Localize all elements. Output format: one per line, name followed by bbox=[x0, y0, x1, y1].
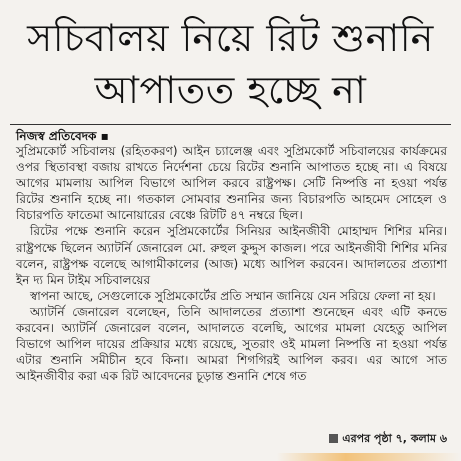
headline bbox=[12, 12, 449, 116]
square-bullet-icon bbox=[329, 434, 338, 443]
top-clipped-text bbox=[40, 0, 420, 7]
continued-note bbox=[329, 430, 447, 449]
paragraph-2: রিটের পক্ষে শুনানি করেন সুপ্রিমকোর্টের সিনিয়র আইনজীবী মোহাম্মদ শিশির মনির। রাষ্ট্রপক্ষে ছিলেন অ্যাটর্নি জেনারেল মো. রুহুল কুদ্দুস কাজল। পরে আইনজীবী শিশির মনির বলেন, রাষ্ট্রপক্ষ বলেছে আগামীকালের (আজ) মধ্যে আপিল করবেন। আদালতের প্রত্যাশা ইন দ্য মিন টাইম সচিবালয়ের bbox=[16, 224, 447, 287]
divider bbox=[10, 124, 451, 125]
paragraph-3: স্বাপনা আছে, সেগুলোকে সুপ্রিমকোর্টের প্রতি সম্মান জানিয়ে যেন সরিয়ে ফেলা না হয়। bbox=[30, 288, 436, 303]
headline-line-1: সচিবালয় নিয়ে রিট শুনানি bbox=[27, 16, 434, 60]
continued-text: এরপর পৃষ্ঠা ৭, কলাম ৬ bbox=[342, 432, 447, 445]
bottom-color-strip bbox=[0, 453, 461, 461]
headline-line-2: আপাতত হচ্ছে না bbox=[94, 68, 367, 112]
paragraph-1: সুপ্রিমকোর্ট সচিবালয় (রহিতকরণ) আইন চ্যালেঞ্জ এবং সুপ্রিমকোর্ট সচিবালয়ের কার্যক্রমের ওপর স্থিতাবস্থা বজায় রাখতে নির্দেশনা চেয়ে রিটের শুনানি আপাতত হচ্ছে না। এ বিষয়ে আগের মামলায় আপিল বিভাগে আপিল করবে রাষ্ট্রপক্ষ। সেটি নিষ্পত্তি না হওয়া পর্যন্ত রিটের শুনানি হচ্ছে না। গতকাল সোমবার শুনানির জন্য বিচারপতি আহমেদ সোহেল ও বিচারপতি ফাতেমা আনোয়ারের বেঞ্চে রিটটি ৪৭ নম্বরে ছিল। bbox=[16, 144, 447, 223]
paragraph-4: অ্যাটর্নি জেনারেল বলেছেন, তিনি আদালতের প্রত্যাশা শুনেছেন এবং এটি কনভে করবেন। অ্যাটর্নি জেনারেল বলেন, আদালতে বলেছি, আগের মামলা যেহেতু আপিল বিভাগে আপিল দায়ের প্রক্রিয়ার মধ্যে রয়েছে, সুতরাং ওই মামলা নিষ্পত্তি না হওয়া পর্যন্ত এটার শুনানি সমীচীন হবে কিনা। আমরা শিগগিরই আপিল করব। এর আগে সাত আইনজীবীর করা এক রিট আবেদনের চূড়ান্ত শুনানি শেষে গত bbox=[16, 304, 447, 384]
article-body bbox=[16, 143, 447, 384]
byline: নিজস্ব প্রতিবেদক ▪ bbox=[16, 129, 109, 143]
